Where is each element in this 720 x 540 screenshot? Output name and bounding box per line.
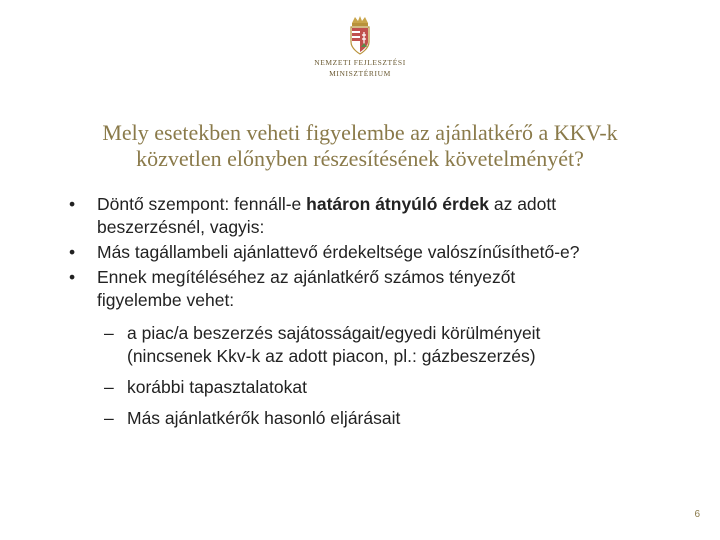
sub-bullet-item bbox=[0, 322, 647, 368]
bullet-text: Döntő szempont: fennáll-e bbox=[97, 194, 307, 214]
bullet-text: az adott bbox=[488, 194, 557, 214]
bullet-item bbox=[0, 193, 657, 239]
sub-bullet-text: Más ajánlatkérők hasonló eljárásait bbox=[127, 408, 401, 428]
sub-bullet-item bbox=[0, 407, 647, 430]
bullet-bold-text: határon átnyúló érdek bbox=[306, 194, 489, 214]
bullet-mark: • bbox=[69, 194, 76, 214]
bullet-text: beszerzésnél, vagyis: bbox=[97, 217, 265, 237]
bullet-text: Más tagállambeli ajánlattevő érdekeltsége valószínűsíthető-e? bbox=[97, 242, 580, 262]
sub-bullet-text: korábbi tapasztalatokat bbox=[127, 377, 307, 397]
bullet-list bbox=[0, 193, 720, 430]
sub-bullet-item bbox=[0, 376, 647, 399]
ministry-name-line1: NEMZETI FEJLESZTÉSI bbox=[314, 58, 406, 67]
slide-title bbox=[60, 120, 660, 172]
title-line: közvetlen előnyben részesítésének követelményét? bbox=[136, 146, 584, 171]
ministry-name-line2: MINISZTÉRIUM bbox=[329, 69, 391, 78]
bullet-mark: • bbox=[69, 267, 76, 287]
sub-bullet-text: a piac/a beszerzés sajátosságait/egyedi körülményeit bbox=[127, 323, 541, 343]
bullet-mark: • bbox=[69, 242, 76, 262]
bullet-text: figyelembe vehet: bbox=[97, 290, 235, 310]
hungarian-coat-of-arms-icon bbox=[347, 14, 373, 56]
dash-mark: – bbox=[104, 377, 114, 397]
bullet-item bbox=[0, 266, 657, 312]
page-number: 6 bbox=[694, 509, 700, 520]
sub-bullet-text: (nincsenek Kkv-k az adott piacon, pl.: gázbeszerzés) bbox=[127, 346, 536, 366]
dash-mark: – bbox=[104, 323, 114, 343]
title-line: Mely esetekben veheti figyelembe az ajánlatkérő a KKV-k bbox=[102, 120, 618, 145]
dash-mark: – bbox=[104, 408, 114, 428]
ministry-logo bbox=[300, 14, 420, 94]
bullet-item bbox=[0, 241, 657, 264]
bullet-text: Ennek megítéléséhez az ajánlatkérő számos tényezőt bbox=[97, 267, 516, 287]
